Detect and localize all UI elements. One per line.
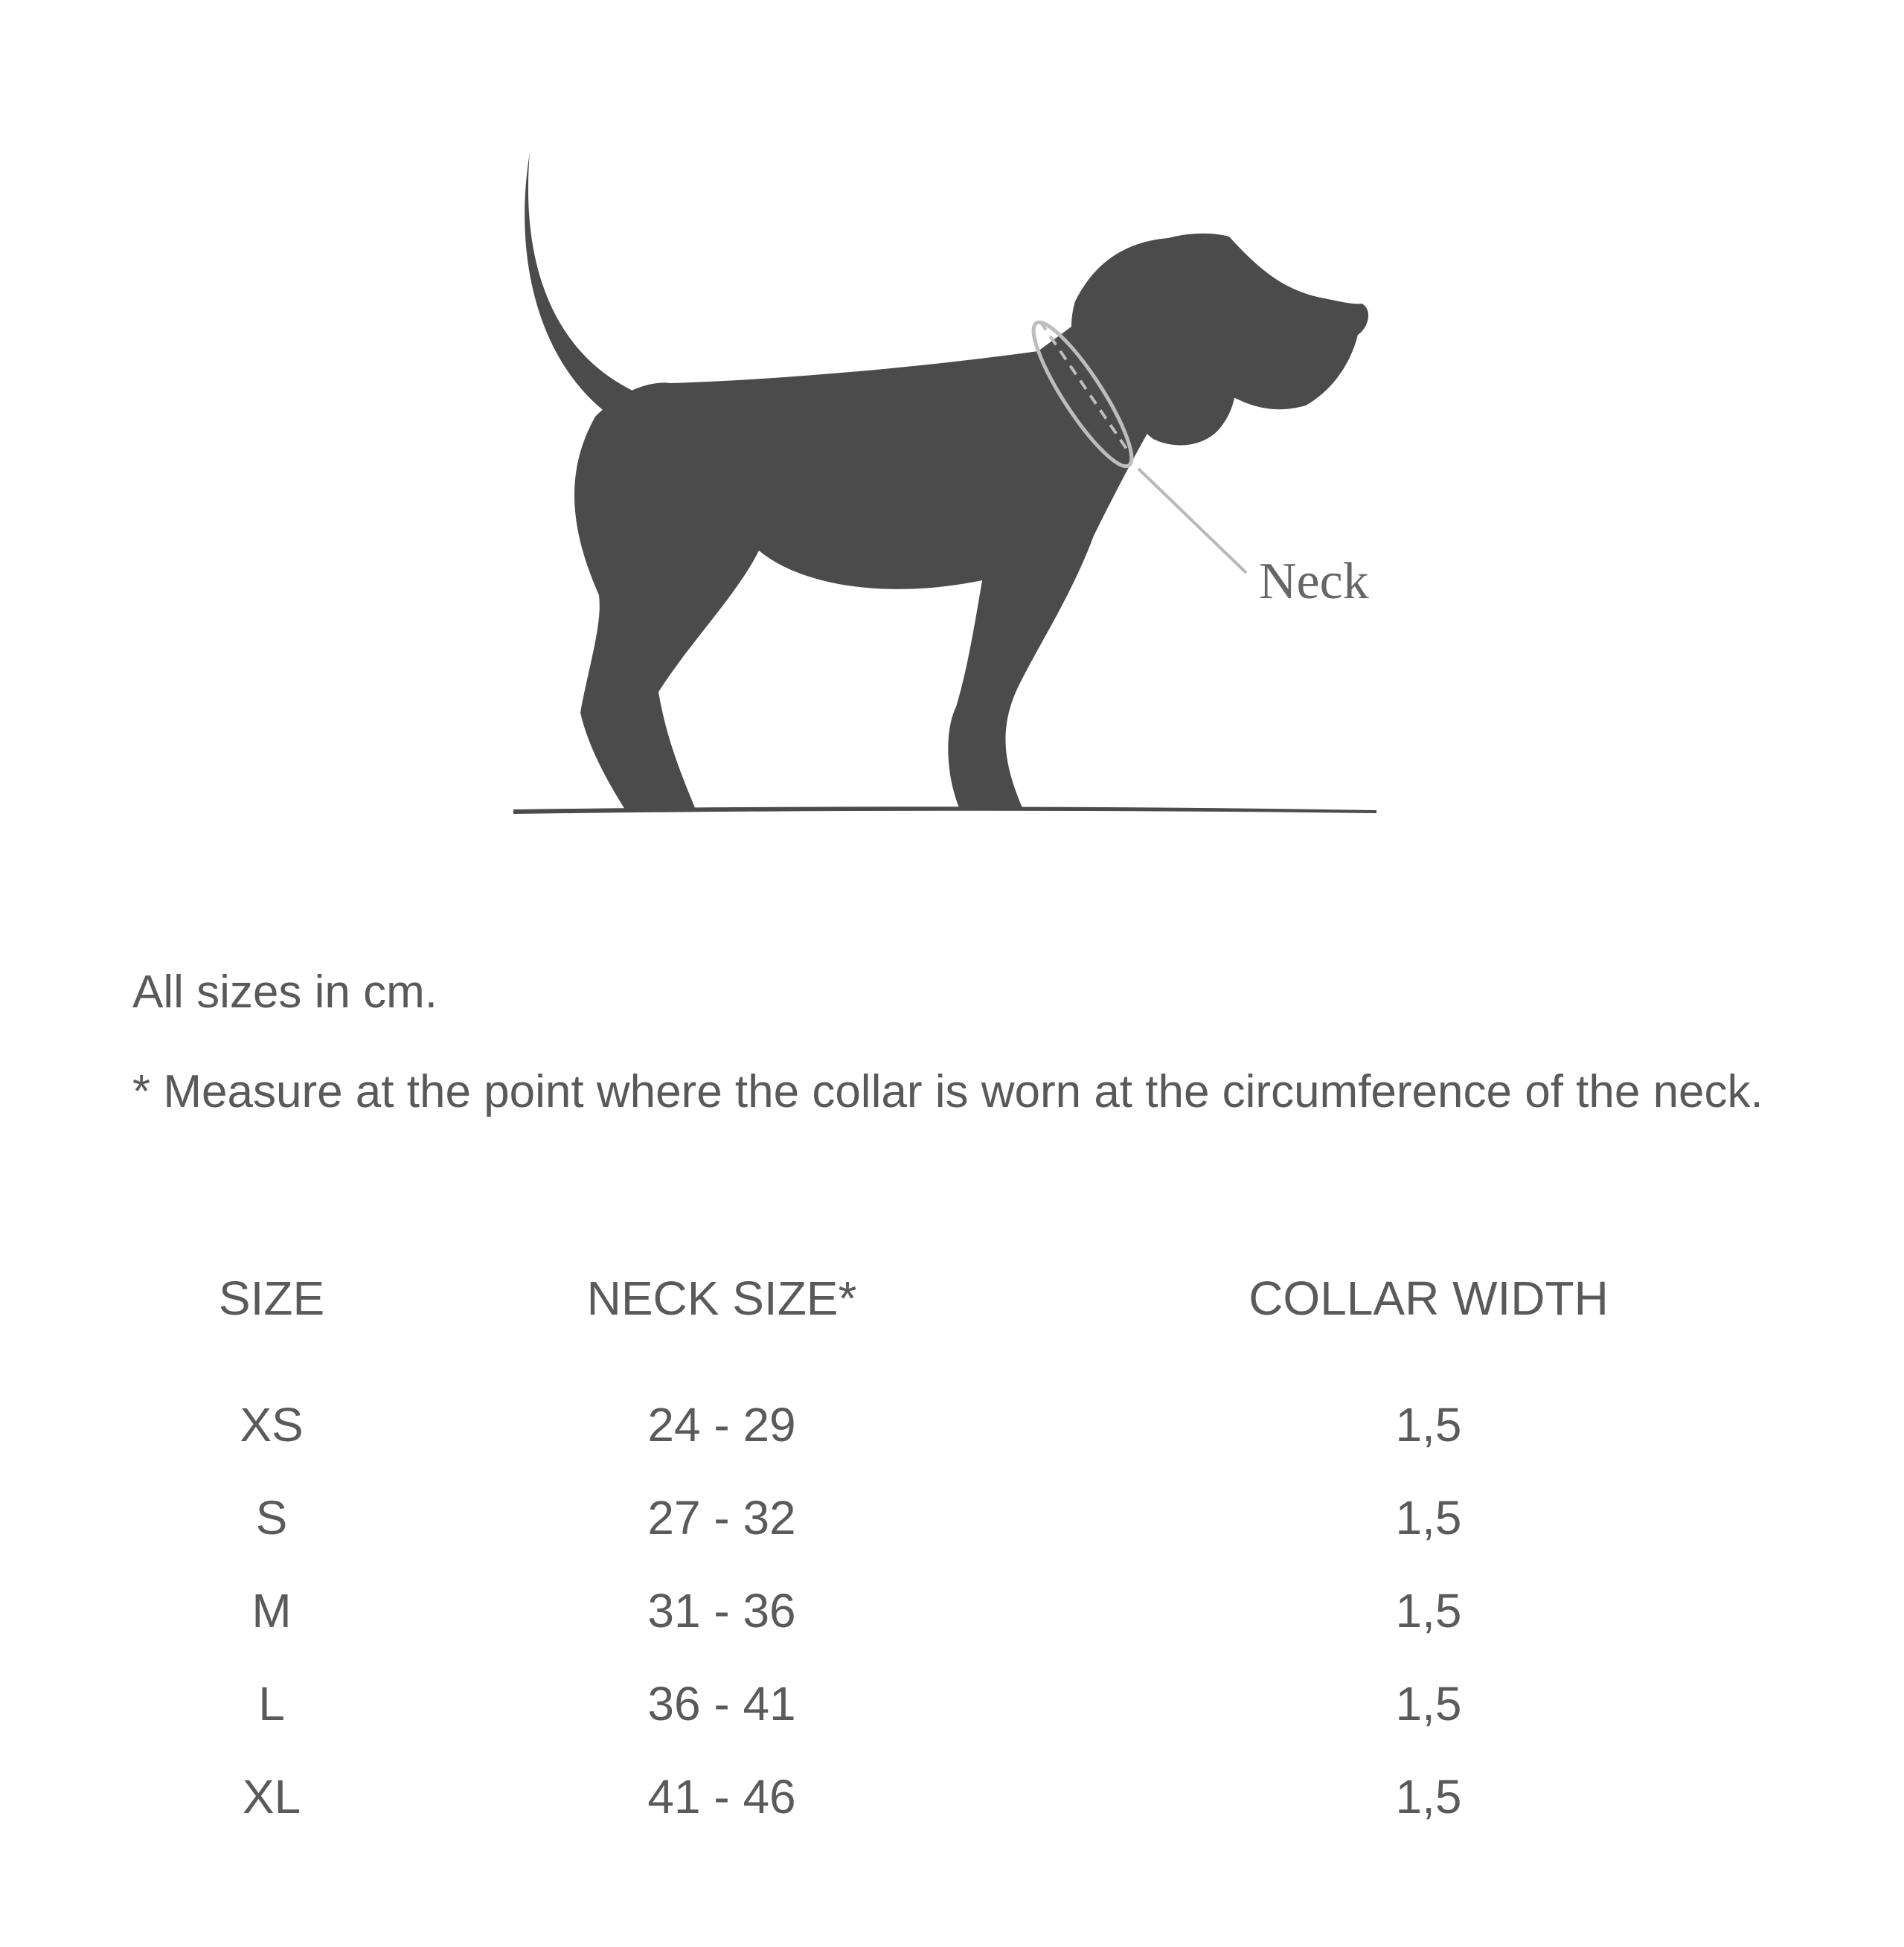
cell-collar-width: 1,5 <box>1395 1677 1462 1731</box>
cell-collar-width: 1,5 <box>1395 1491 1462 1545</box>
dog-silhouette <box>525 153 1368 809</box>
table-row <box>0 1763 1904 1830</box>
cell-collar-width: 1,5 <box>1395 1770 1462 1823</box>
cell-size: L <box>258 1677 285 1731</box>
cell-size: XS <box>240 1398 304 1452</box>
cell-size: M <box>251 1584 292 1638</box>
cell-size: XL <box>242 1770 301 1823</box>
measure-note: * Measure at the point where the collar is worn at the circumference of the neck. <box>132 1066 1763 1117</box>
header-neck-size: NECK SIZE* <box>586 1271 857 1325</box>
neck-label: Neck <box>1259 553 1369 610</box>
neck-leader-line <box>1138 469 1246 573</box>
table-row <box>0 1391 1904 1458</box>
header-size: SIZE <box>218 1271 325 1325</box>
cell-neck-size: 41 - 46 <box>647 1770 796 1823</box>
cell-size: S <box>255 1491 288 1545</box>
table-row <box>0 1577 1904 1644</box>
cell-neck-size: 31 - 36 <box>647 1584 796 1638</box>
dog-silhouette-illustration <box>0 0 1904 878</box>
table-row <box>0 1670 1904 1737</box>
header-collar-width: COLLAR WIDTH <box>1249 1271 1609 1325</box>
cell-collar-width: 1,5 <box>1395 1398 1462 1452</box>
cell-neck-size: 27 - 32 <box>647 1491 796 1545</box>
cell-neck-size: 24 - 29 <box>647 1398 796 1452</box>
size-table <box>0 1265 1904 1845</box>
units-note: All sizes in cm. <box>132 966 437 1018</box>
table-row <box>0 1484 1904 1551</box>
size-notes <box>132 956 1769 1129</box>
dog-neck-measurement-figure <box>0 0 1904 878</box>
cell-neck-size: 36 - 41 <box>647 1677 796 1731</box>
cell-collar-width: 1,5 <box>1395 1584 1462 1638</box>
